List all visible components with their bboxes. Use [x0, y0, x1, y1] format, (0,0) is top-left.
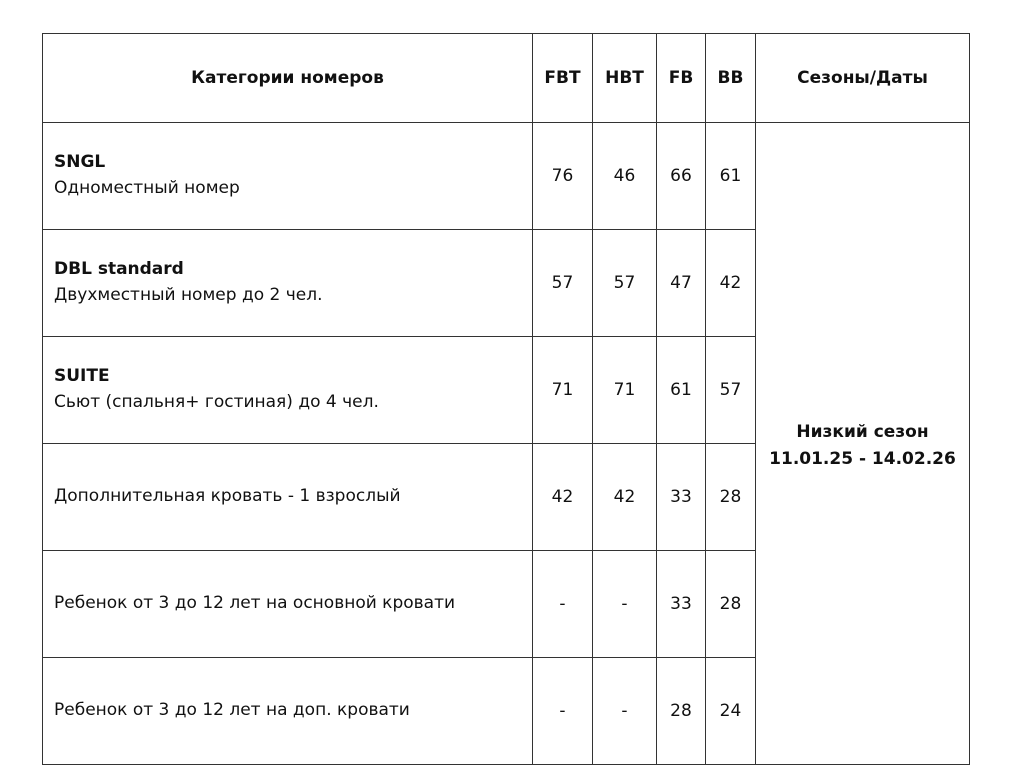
season-dates: 11.01.25 - 14.02.26 [769, 448, 956, 469]
price-fbt: 76 [533, 123, 593, 230]
price-hbt: 46 [593, 123, 657, 230]
season-name: Низкий сезон [796, 421, 929, 442]
price-fb: 28 [657, 658, 706, 765]
price-hbt: 42 [593, 444, 657, 551]
room-description: Сьют (спальня+ гостиная) до 4 чел. [54, 392, 379, 412]
row-category [43, 444, 533, 551]
price-fbt: 71 [533, 337, 593, 444]
price-fbt: 42 [533, 444, 593, 551]
price-fb: 33 [657, 444, 706, 551]
room-code: DBL standard [54, 259, 184, 279]
price-fb: 66 [657, 123, 706, 230]
header-hbt: HBT [593, 34, 657, 123]
room-code: SNGL [54, 152, 106, 172]
row-category [43, 337, 533, 444]
price-hbt: 57 [593, 230, 657, 337]
header-row [43, 34, 970, 123]
room-description: Ребенок от 3 до 12 лет на доп. кровати [54, 700, 410, 720]
price-fb: 47 [657, 230, 706, 337]
price-bb: 57 [706, 337, 756, 444]
price-bb: 28 [706, 444, 756, 551]
header-fb: FB [657, 34, 706, 123]
price-hbt: 71 [593, 337, 657, 444]
price-fbt: - [533, 658, 593, 765]
row-category [43, 230, 533, 337]
header-category: Категории номеров [43, 34, 533, 123]
price-fbt: - [533, 551, 593, 658]
room-description: Одноместный номер [54, 178, 240, 198]
price-bb: 61 [706, 123, 756, 230]
price-fbt: 57 [533, 230, 593, 337]
row-category [43, 123, 533, 230]
row-category [43, 658, 533, 765]
header-seasons: Сезоны/Даты [756, 34, 970, 123]
room-description: Дополнительная кровать - 1 взрослый [54, 486, 401, 506]
room-code: SUITE [54, 366, 110, 386]
header-bb: BB [706, 34, 756, 123]
table-row [43, 123, 970, 230]
room-description: Ребенок от 3 до 12 лет на основной кровати [54, 593, 456, 613]
price-bb: 24 [706, 658, 756, 765]
header-fbt: FBT [533, 34, 593, 123]
price-bb: 42 [706, 230, 756, 337]
row-category [43, 551, 533, 658]
season-cell [756, 123, 970, 765]
price-fb: 61 [657, 337, 706, 444]
price-table [42, 33, 970, 765]
price-hbt: - [593, 551, 657, 658]
room-description: Двухместный номер до 2 чел. [54, 285, 323, 305]
price-fb: 33 [657, 551, 706, 658]
price-hbt: - [593, 658, 657, 765]
price-bb: 28 [706, 551, 756, 658]
